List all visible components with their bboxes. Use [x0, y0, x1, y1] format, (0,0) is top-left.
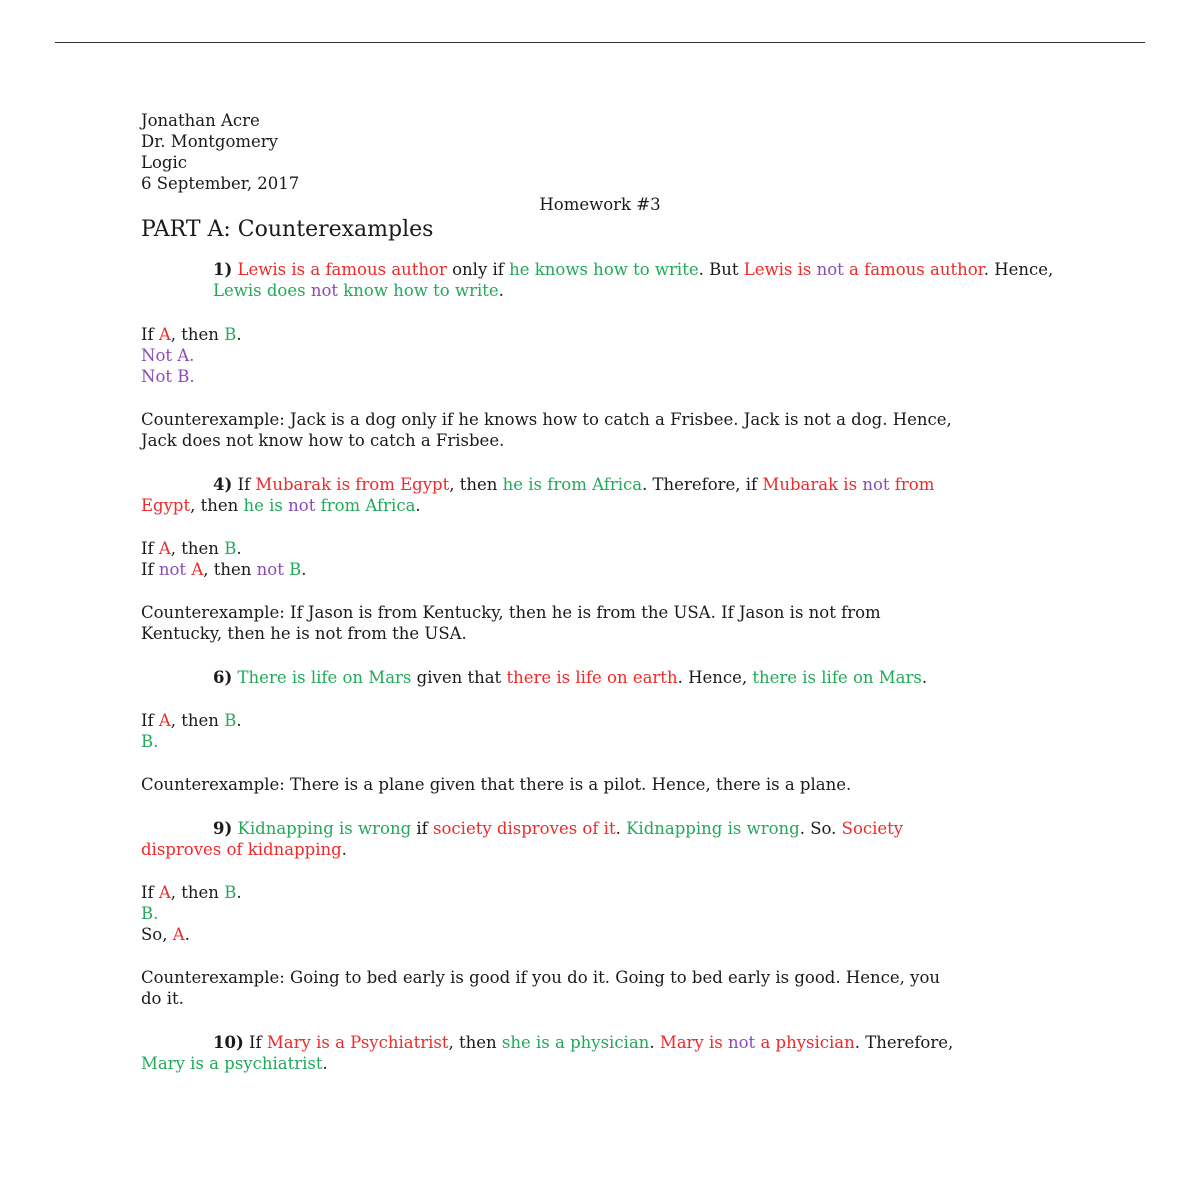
- form-line: If A, then B.: [141, 539, 242, 558]
- question-9-cont: disproves of kidnapping.: [141, 840, 347, 859]
- counterexample-text: Counterexample: There is a plane given that there is a pilot. Hence, there is a plane.: [141, 775, 852, 794]
- form-line: If A, then B.: [141, 711, 242, 730]
- counterexample-text: Jack does not know how to catch a Frisbee.: [141, 431, 505, 450]
- question-number: 6): [213, 668, 233, 687]
- question-number: 9): [213, 819, 233, 838]
- antecedent-text: Lewis is: [743, 260, 812, 279]
- negation-text: not: [816, 260, 844, 279]
- form-line: If A, then B.: [141, 883, 242, 902]
- instructor-name: Dr. Montgomery: [141, 132, 278, 151]
- form-line: Not B.: [141, 367, 195, 386]
- form-line: If not A, then not B.: [141, 560, 307, 579]
- question-9: 9) Kidnapping is wrong if society disproves of it. Kidnapping is wrong. So. Society: [213, 819, 904, 838]
- connective: . Hence,: [983, 260, 1054, 279]
- question-10-cont: Mary is a psychiatrist.: [141, 1054, 328, 1073]
- form-line: So, A.: [141, 925, 190, 944]
- question-number: 10): [213, 1033, 244, 1052]
- form-line: B.: [141, 904, 159, 923]
- student-name: Jonathan Acre: [141, 111, 260, 130]
- question-6: 6) There is life on Mars given that there is life on earth. Hence, there is life on Mars.: [213, 668, 928, 687]
- form-line: If A, then B.: [141, 325, 242, 344]
- part-a-heading: PART A: Counterexamples: [141, 217, 434, 242]
- form-line: B.: [141, 732, 159, 751]
- antecedent-text: Lewis is a famous author: [237, 260, 447, 279]
- homework-title: Homework #3: [539, 195, 661, 214]
- counterexample-text: Counterexample: Going to bed early is good if you do it. Going to bed early is good. Hence, you: [141, 968, 941, 987]
- antecedent-text: a famous author: [849, 260, 984, 279]
- date: 6 September, 2017: [141, 174, 300, 193]
- header-rule: [55, 42, 1145, 43]
- consequent-text: know how to write: [343, 281, 499, 300]
- form-line: Not A.: [141, 346, 195, 365]
- connective: . But: [698, 260, 739, 279]
- period: .: [498, 281, 504, 300]
- question-4-cont: Egypt, then he is not from Africa.: [141, 496, 421, 515]
- question-number: 4): [213, 475, 233, 494]
- counterexample-text: Counterexample: If Jason is from Kentucky, then he is from the USA. If Jason is not from: [141, 603, 881, 622]
- question-4: 4) If Mubarak is from Egypt, then he is from Africa. Therefore, if Mubarak is not from: [213, 475, 935, 494]
- question-10: 10) If Mary is a Psychiatrist, then she is a physician. Mary is not a physician. Therefore,: [213, 1033, 954, 1052]
- counterexample-text: Counterexample: Jack is a dog only if he knows how to catch a Frisbee. Jack is not a dog. Hence,: [141, 410, 952, 429]
- counterexample-text: do it.: [141, 989, 184, 1008]
- connective: only if: [452, 260, 504, 279]
- question-1: [141, 259, 1071, 301]
- counterexample-text: Kentucky, then he is not from the USA.: [141, 624, 467, 643]
- consequent-text: Lewis does: [213, 281, 306, 300]
- consequent-text: he knows how to write: [509, 260, 699, 279]
- document-body: [141, 110, 1071, 1074]
- course-name: Logic: [141, 153, 187, 172]
- negation-text: not: [310, 281, 339, 300]
- question-number: 1): [213, 260, 233, 279]
